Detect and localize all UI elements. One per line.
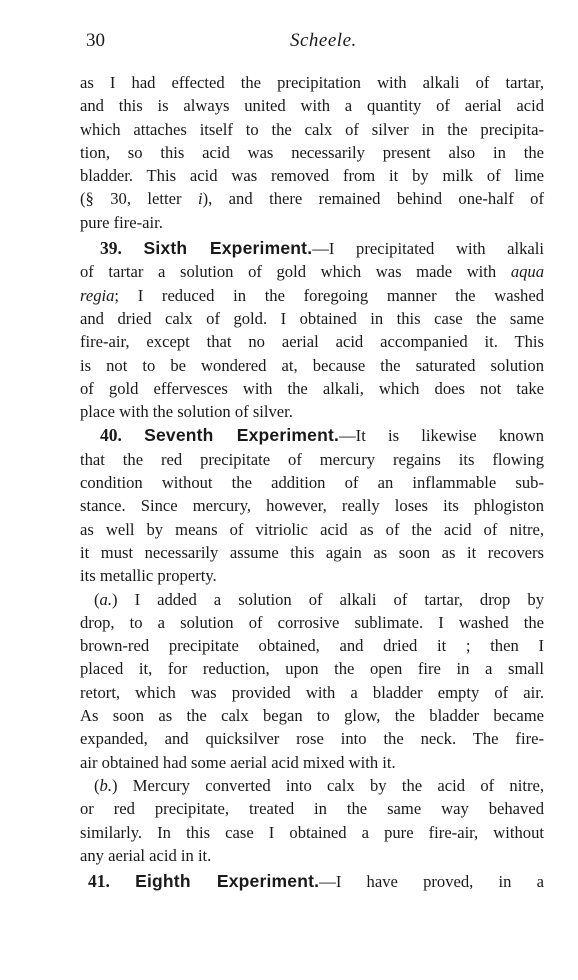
text-line: that the red precipitate of mercury regains its flowing <box>80 449 544 469</box>
text-line: regia; I reduced in the foregoing manner the washed <box>80 285 544 305</box>
page-header <box>86 30 556 54</box>
text-line: its metallic property. <box>80 566 217 586</box>
text-line: place with the solution of silver. <box>80 402 293 422</box>
section-41 <box>80 870 544 893</box>
item-label: a. <box>99 589 112 609</box>
text-line: tion, so this acid was necessarily present also in the <box>80 142 544 162</box>
text-line: and dried calx of gold. I obtained in this case the same <box>80 308 544 328</box>
section-number: 40. <box>100 425 122 446</box>
text-line: which attaches itself to the calx of silver in the precipita- <box>80 119 544 139</box>
text-line: 40. Seventh Experiment.—It is likewise known <box>100 425 544 446</box>
text-line: drop, to a solution of corrosive sublimate. I washed the <box>80 612 544 632</box>
section-number: 41. <box>88 871 110 892</box>
text-line: condition without the addition of an inflammable sub- <box>80 473 544 493</box>
text-line: air obtained had some aerial acid mixed with it. <box>80 752 396 772</box>
text-line: of tartar a solution of gold which was made with aqua <box>80 262 544 282</box>
text-line: stance. Since mercury, however, really loses its phlogiston <box>80 496 544 516</box>
section-39 <box>80 237 544 423</box>
section-40 <box>80 424 544 587</box>
running-head: Scheele. <box>290 30 357 51</box>
page-number: 30 <box>86 30 105 51</box>
body-text <box>80 71 544 893</box>
text-line: placed it, for reduction, upon the open fire in a small <box>80 659 544 679</box>
text-line: is not to be wondered at, because the saturated solution <box>80 355 544 375</box>
text-line: brown-red precipitate obtained, and dried it ; then I <box>80 636 544 656</box>
paragraph-b <box>80 774 544 867</box>
text-line: 39. Sixth Experiment.—I precipitated with alkali <box>100 238 544 259</box>
text-line: fire-air, except that no aerial acid accompanied it. This <box>80 332 544 352</box>
text-line: As soon as the calx began to glow, the bladder became <box>80 706 544 726</box>
text-line: or red precipitate, treated in the same way behaved <box>80 799 544 819</box>
text-line: (a.) I added a solution of alkali of tartar, drop by <box>94 589 544 609</box>
text-line: pure fire-air. <box>80 212 163 232</box>
section-number: 39. <box>100 238 122 259</box>
paragraph-continuation <box>80 71 544 234</box>
section-heading: Seventh Experiment. <box>144 425 340 446</box>
text-line: any aerial acid in it. <box>80 845 212 865</box>
text-line: and this is always united with a quantity of aerial acid <box>80 96 544 116</box>
text-line: (§ 30, letter i), and there remained behind one-half of <box>80 189 544 209</box>
text-line: of gold effervesces with the alkali, which does not take <box>80 378 544 398</box>
text-line: (b.) Mercury converted into calx by the acid of nitre, <box>94 775 544 795</box>
section-heading: Sixth Experiment. <box>143 238 313 259</box>
text-line: as well by means of vitriolic acid as of the acid of nitre, <box>80 519 544 539</box>
text-line: bladder. This acid was removed from it by milk of lime <box>80 166 544 186</box>
section-heading: Eighth Experiment. <box>135 871 320 892</box>
text-line: similarly. In this case I obtained a pure fire-air, without <box>80 822 544 842</box>
text-line: retort, which was provided with a bladder empty of air. <box>80 682 544 702</box>
italic-letter: i <box>197 189 203 209</box>
text-line: as I had effected the precipitation with alkali of tartar, <box>80 73 544 92</box>
paragraph-a <box>80 588 544 774</box>
text-line: expanded, and quicksilver rose into the neck. The fire- <box>80 729 544 749</box>
text-line: 41. Eighth Experiment.—I have proved, in a <box>88 871 544 892</box>
item-label: b. <box>99 775 112 795</box>
text-line: it must necessarily assume this again as soon as it recovers <box>80 542 544 562</box>
